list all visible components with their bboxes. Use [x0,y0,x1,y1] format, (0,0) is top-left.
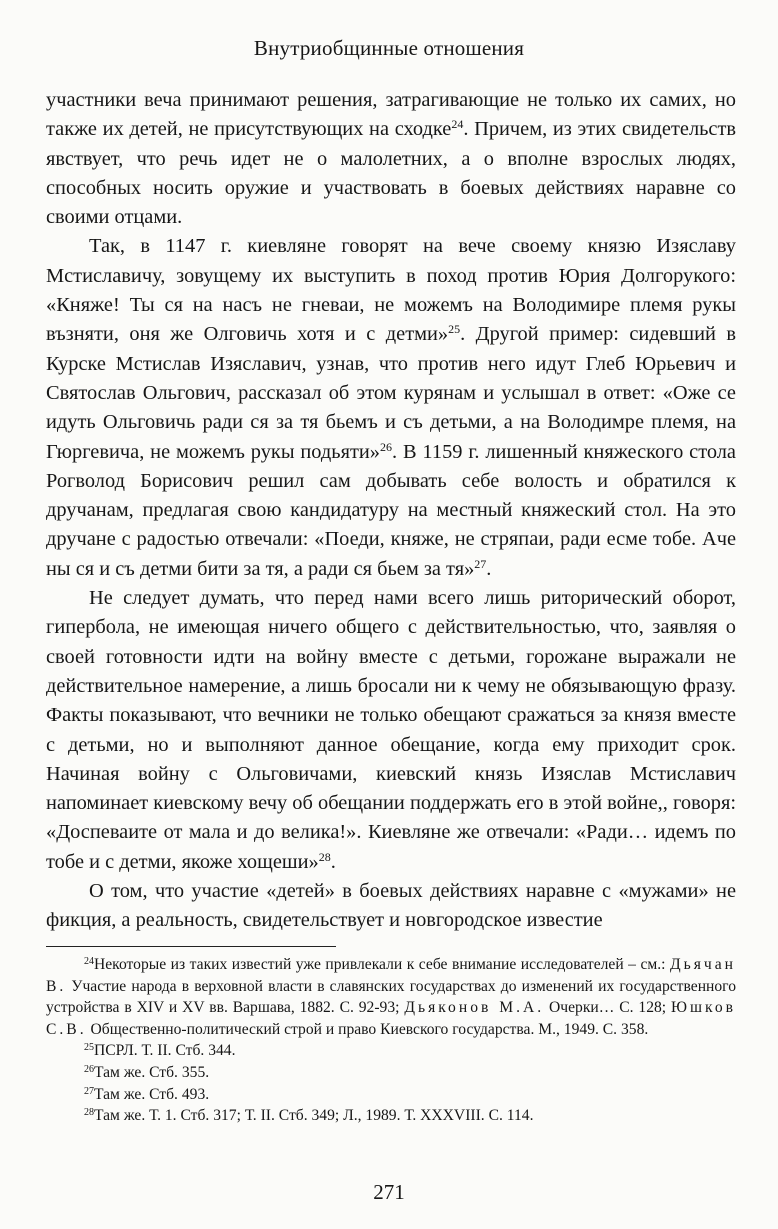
text-run: . Причем, из этих свидетельств явствует, что речь идет не о малолетних, а о вполне взрослых людях, способных носить оружие и участвовать в боевых действиях наравне со своими отцами. [46,118,737,229]
footnote-text: Там же. Т. 1. Стб. 317; Т. II. Стб. 349; Л., 1989. Т. XXXVIII. С. 114. [94,1107,534,1125]
footnote-27 [46,1084,736,1106]
footnote-25 [46,1040,736,1062]
footnote-text: Очерки… С. 128; [544,999,672,1017]
footnote-number: 27 [84,1085,94,1097]
page-number: 271 [373,1180,405,1204]
text-run: Не следует думать, что перед нами всего лишь риторический оборот, гипербола, не имеющая ничего общего с действительностью, что, заявляя о своей готовности идти на войну вместе с детьми, горожане выражали не действительное намерение, а лишь бросали ни к чему не обязывающую фразу. Факты показывают, что вечники не только обещают сражаться за князя вместе с детьми, но и выполняют данное обещание, когда ему приходит срок. Начиная войну с Ольговичами, киевский князь Изяслав Мстиславич напоминает киевскому вечу об обещании поддержать его в этой войне,, говоря: «Доспеваите от мала и до велика!». Киевляне же отвечали: «Ради… идемъ по тобе и с детми, якоже хощеши» [46,587,736,873]
footnote-number: 24 [84,956,94,967]
author-name: Дьячан В. [46,956,736,995]
footnote-number: 26 [84,1063,94,1075]
footnotes [46,954,736,1127]
footnote-ref-25: 25 [448,322,461,337]
footnote-number: 25 [84,1042,94,1054]
text-run: . В 1159 г. лишенный княжеского стола Рогволод Борисович решил сам добывать себе волость и обратился к дручанам, предлагая свою кандидатуру на местный княжеский стол. На это дручане с радостью отвечали: «Поеди, княже, не стряпаи, ради есме тобе. Аче ны ся и съ детми бити за тя, а ради ся бьем за тя» [46,440,736,580]
paragraph-2 [46,232,736,584]
footnote-ref-28: 28 [318,849,331,864]
footnote-text: Там же. Стб. 493. [94,1085,210,1103]
author-name: Юшков С.В. [46,999,736,1038]
paragraph-1 [46,86,736,232]
text-run: . [486,557,492,580]
running-head: Внутриобщинные отношения [253,36,525,60]
footnote-text: Там же. Стб. 355. [94,1063,210,1081]
footnote-rule [46,946,336,947]
footnote-number: 28 [84,1107,94,1119]
author-name: Дьяконов М.А. [404,999,545,1017]
footnote-text: Общественно-политический строй и право Киевского государства. М., 1949. С. 358. [86,1020,649,1038]
text-run: . Другой пример: сидевший в Курске Мстислав Изяславич, узнав, что против него идут Глеб Юрьевич и Святослав Ольгович, рассказал об этом курянам и услышал в ответ: «Оже се идуть Ольговичь ради ся за тя бьемъ и съ детьми, а на Володимре племя, на Гюргевича, не можемъ рукы подьяти» [46,323,736,463]
footnote-text: Некоторые из таких известий уже привлекали к себе внимание исследователей – см.: [94,956,670,973]
paragraph-3 [46,584,736,877]
footnote-ref-26: 26 [379,439,392,454]
footnote-ref-27: 27 [474,556,487,571]
text-run: Так, в 1147 г. киевляне говорят на вече своему князю Изяславу Мстиславичу, зовущему их выступить в поход против Юрия Долгорукого: «Княже! Ты ся на насъ не гневаи, не можемъ на Володимире племя рукы възняти, оня же Олговичь хотя и с детми» [46,235,736,346]
footnote-text: Участие народа в верховной власти в славянских государствах до изменений их государственного устройства в XIV и XV вв. Варшава, 1882. С. 92-93; [46,977,736,1017]
footnote-text: ПСРЛ. Т. II. Стб. 344. [94,1042,236,1060]
main-text [46,86,736,936]
footnote-ref-24: 24 [451,117,464,132]
footnote-26 [46,1062,736,1084]
footnote-24 [46,954,736,1040]
text-run: . [330,850,336,873]
paragraph-4: О том, что участие «детей» в боевых действиях наравне с «мужами» не фикция, а реальность, свидетельствует и новгородское известие [46,880,736,932]
text-run: участники веча принимают решения, затрагивающие не только их самих, но также их детей, не присутствующих на сходке [46,89,736,141]
footnote-28 [46,1105,736,1127]
